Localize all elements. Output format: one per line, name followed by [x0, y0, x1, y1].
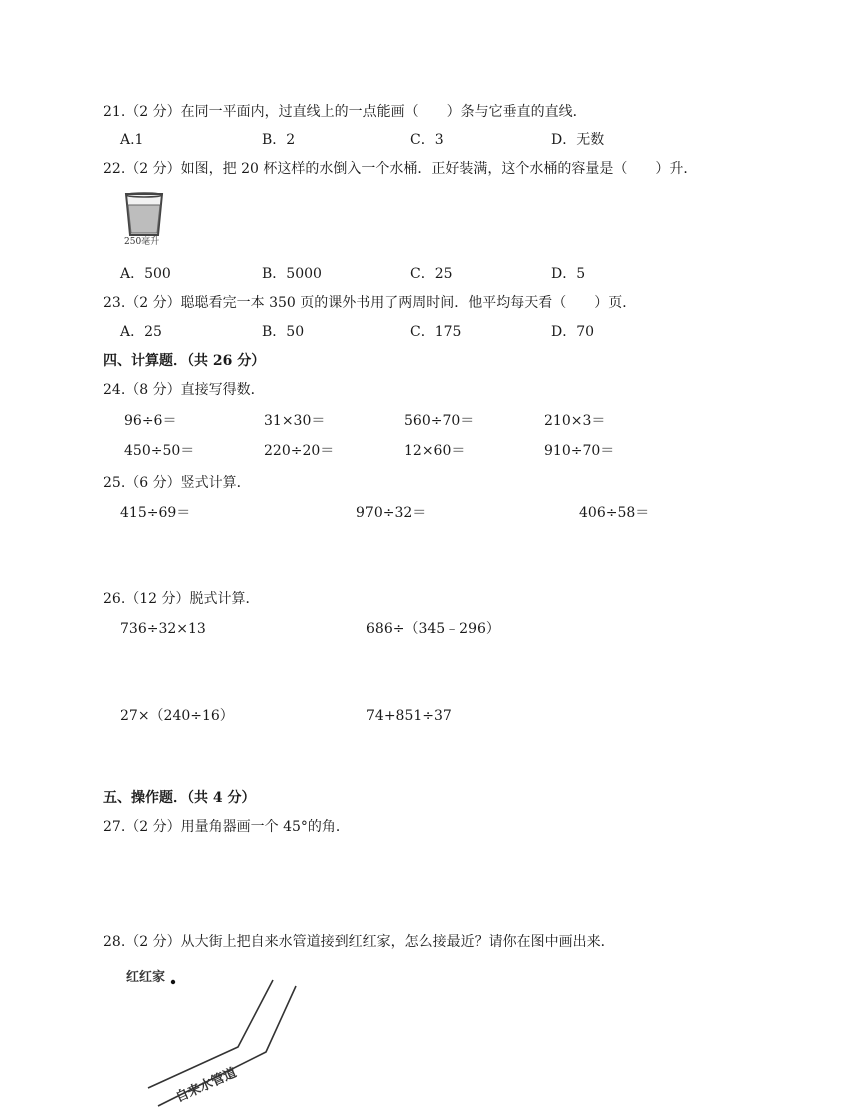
q26-item-2: 686÷（345﹣296） — [366, 621, 500, 637]
pipe-lower-edge — [158, 986, 296, 1106]
q23-option-c: C．175 — [410, 324, 462, 340]
q24-r2-item-3: 12×60＝ — [404, 443, 466, 459]
question-25-stem: 25.（6 分）竖式计算． — [103, 475, 251, 491]
question-26-stem: 26.（12 分）脱式计算． — [103, 591, 260, 607]
pipe-label: 自来水管道 — [173, 1065, 240, 1106]
q21-option-a: A.1 — [120, 132, 144, 148]
glass-caption: 250毫升 — [124, 237, 160, 247]
q22-option-d: D．5 — [551, 266, 586, 282]
section-5-title: 五、操作题．（共 4 分） — [103, 790, 256, 806]
house-label: 红红家 — [126, 970, 166, 985]
water-pipe-diagram — [118, 962, 318, 1112]
q22-option-c: C．25 — [410, 266, 453, 282]
question-24-stem: 24.（8 分）直接写得数． — [103, 382, 265, 398]
question-23-stem: 23.（2 分）聪聪看完一本 350 页的课外书用了两周时间．他平均每天看（ ）页． — [103, 295, 637, 311]
q25-item-3: 406÷58＝ — [579, 505, 650, 521]
question-28-stem: 28.（2 分）从大街上把自来水管道接到红红家，怎么接最近？请你在图中画出来． — [103, 934, 615, 950]
question-22-stem: 22.（2 分）如图，把 20 杯这样的水倒入一个水桶．正好装满，这个水桶的容量是（ ）升． — [103, 161, 698, 177]
question-27-stem: 27.（2 分）用量角器画一个 45°的角． — [103, 819, 350, 835]
house-point-dot — [171, 980, 175, 984]
section-4-title: 四、计算题．（共 26 分） — [103, 353, 266, 369]
question-21-stem: 21.（2 分）在同一平面内，过直线上的一点能画（ ）条与它垂直的直线． — [103, 104, 587, 120]
q26-item-4: 74+851÷37 — [366, 708, 452, 724]
q21-option-b: B．2 — [262, 132, 296, 148]
q24-r2-item-4: 910÷70＝ — [544, 443, 615, 459]
q24-r1-item-4: 210×3＝ — [544, 413, 606, 429]
q23-option-d: D．70 — [551, 324, 595, 340]
pipe-upper-edge — [148, 980, 273, 1088]
q25-item-1: 415÷69＝ — [120, 505, 191, 521]
q24-r1-item-1: 96÷6＝ — [124, 413, 177, 429]
q24-r2-item-1: 450÷50＝ — [124, 443, 195, 459]
q22-option-a: A．500 — [120, 266, 171, 282]
q26-item-3: 27×（240÷16） — [120, 708, 234, 724]
q24-r2-item-2: 220÷20＝ — [264, 443, 335, 459]
q21-option-c: C．3 — [410, 132, 444, 148]
q26-item-1: 736÷32×13 — [120, 621, 206, 637]
water-glass-figure — [120, 191, 168, 249]
q23-option-b: B．50 — [262, 324, 305, 340]
q23-option-a: A．25 — [120, 324, 162, 340]
q24-r1-item-2: 31×30＝ — [264, 413, 326, 429]
q21-option-d: D．无数 — [551, 132, 605, 148]
q22-option-b: B．5000 — [262, 266, 322, 282]
q25-item-2: 970÷32＝ — [356, 505, 427, 521]
q24-r1-item-3: 560÷70＝ — [404, 413, 475, 429]
